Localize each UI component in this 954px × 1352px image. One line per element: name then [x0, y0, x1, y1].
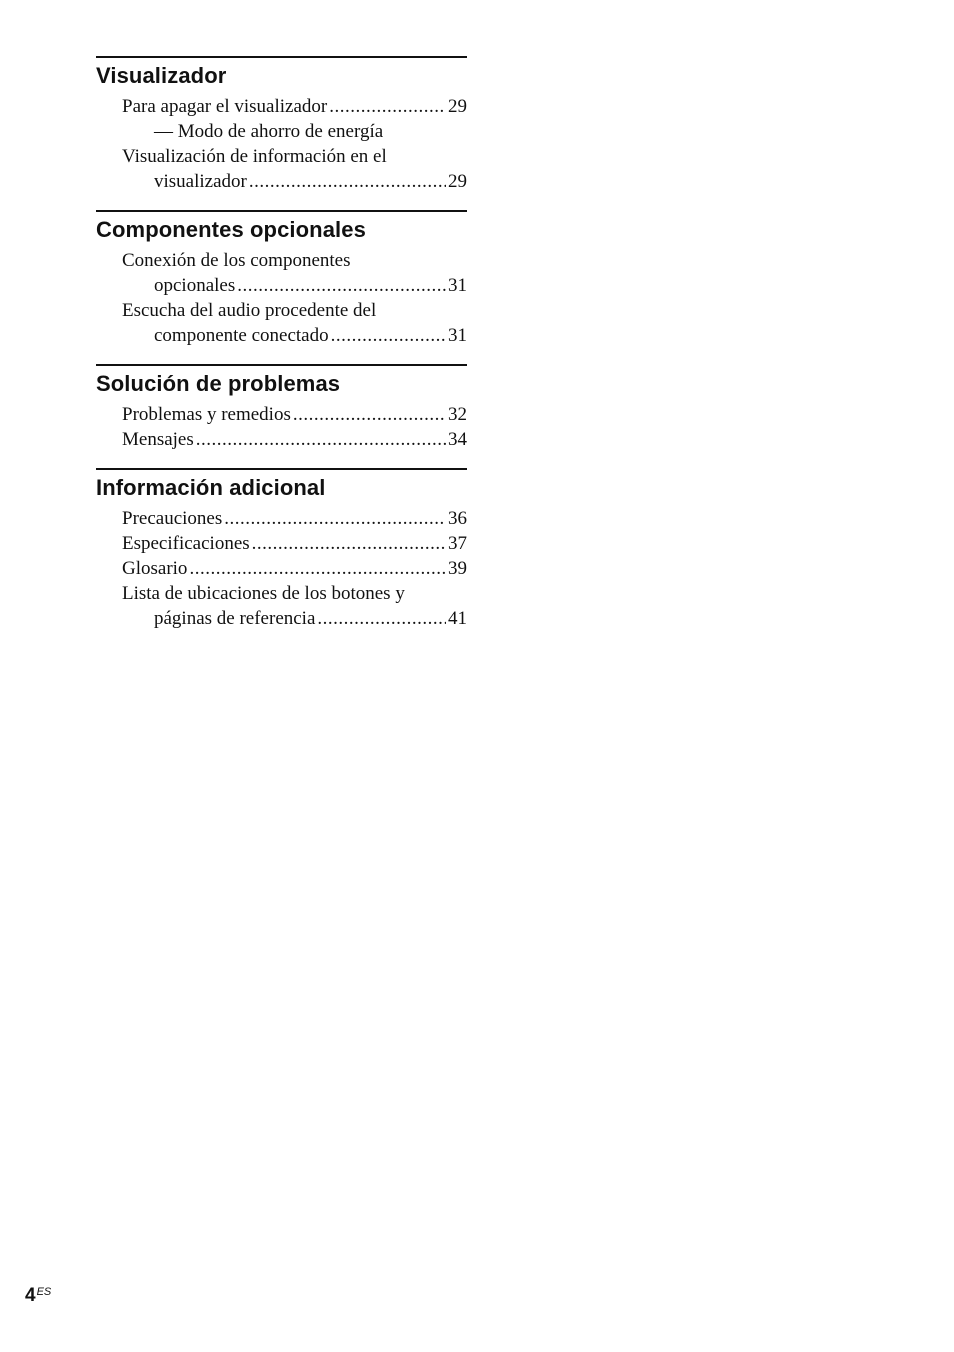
toc-entry-line — [122, 581, 467, 606]
toc-entry[interactable] — [96, 556, 467, 581]
toc-entry[interactable] — [96, 298, 467, 348]
toc-entry-line — [122, 427, 467, 452]
toc-entry-line — [122, 273, 467, 298]
toc-entry-line — [122, 144, 467, 169]
dot-leader — [189, 556, 446, 581]
dot-leader — [196, 427, 446, 452]
toc-page-number: 41 — [448, 608, 467, 629]
toc-page-number: 36 — [448, 508, 467, 529]
toc-entry-line — [122, 94, 467, 119]
toc-entry-line — [122, 606, 467, 631]
table-of-contents — [96, 56, 467, 647]
section-heading: Información adicional — [96, 475, 326, 500]
toc-entry[interactable] — [96, 248, 467, 298]
toc-entry[interactable] — [96, 402, 467, 427]
dot-leader — [237, 273, 446, 298]
toc-entry-text: Precauciones — [122, 508, 223, 529]
toc-entry[interactable] — [96, 144, 467, 194]
toc-entry-line — [122, 402, 467, 427]
toc-entry-text: — Modo de ahorro de energía — [154, 121, 384, 142]
page-number-suffix: ES — [36, 1286, 52, 1298]
toc-section — [96, 56, 467, 194]
dot-leader — [317, 606, 446, 631]
toc-section — [96, 210, 467, 348]
toc-entry-text: Visualización de información en el — [122, 146, 387, 167]
toc-entry-text: visualizador — [154, 171, 247, 192]
toc-page-number: 29 — [448, 96, 467, 117]
toc-entry-line — [122, 248, 467, 273]
toc-entry-text: Lista de ubicaciones de los botones y — [122, 583, 405, 604]
toc-entry[interactable] — [96, 94, 467, 144]
dot-leader — [331, 323, 446, 348]
toc-entry[interactable] — [96, 506, 467, 531]
toc-entry-text: Conexión de los componentes — [122, 250, 351, 271]
toc-entry-list — [96, 248, 467, 348]
toc-entry-text: Escucha del audio procedente del — [122, 300, 377, 321]
toc-page-number: 31 — [448, 275, 467, 296]
dot-leader — [252, 531, 446, 556]
toc-entry-list — [96, 94, 467, 194]
toc-entry-line — [122, 169, 467, 194]
toc-entry-list — [96, 506, 467, 631]
toc-entry-text: páginas de referencia — [154, 608, 316, 629]
toc-page-number: 39 — [448, 558, 467, 579]
toc-page-number: 37 — [448, 533, 467, 554]
toc-entry-text: Especificaciones — [122, 533, 250, 554]
toc-entry-line — [122, 323, 467, 348]
toc-entry-line — [122, 531, 467, 556]
toc-entry-text: Problemas y remedios — [122, 404, 291, 425]
section-heading: Componentes opcionales — [96, 217, 366, 242]
dot-leader — [249, 169, 446, 194]
toc-section — [96, 364, 467, 452]
toc-entry-line — [122, 119, 467, 144]
toc-entry[interactable] — [96, 581, 467, 631]
toc-entry-text: componente conectado — [154, 325, 329, 346]
toc-entry-text: Glosario — [122, 558, 188, 579]
toc-page-number: 34 — [448, 429, 467, 450]
toc-page-number: 31 — [448, 325, 467, 346]
dot-leader — [293, 402, 446, 427]
toc-entry-text: Mensajes — [122, 429, 194, 450]
toc-entry-line — [122, 506, 467, 531]
toc-entry-line — [122, 298, 467, 323]
section-heading: Solución de problemas — [96, 371, 341, 396]
page-number — [25, 1280, 51, 1308]
toc-entry-text: opcionales — [154, 275, 236, 296]
toc-entry[interactable] — [96, 531, 467, 556]
toc-entry[interactable] — [96, 427, 467, 452]
toc-section — [96, 468, 467, 631]
page-number-value: 4 — [25, 1285, 36, 1306]
dot-leader — [329, 94, 446, 119]
dot-leader — [224, 506, 446, 531]
toc-entry-list — [96, 402, 467, 452]
toc-entry-line — [122, 556, 467, 581]
section-heading: Visualizador — [96, 63, 227, 88]
toc-entry-text: Para apagar el visualizador — [122, 96, 328, 117]
toc-page-number: 29 — [448, 171, 467, 192]
toc-page-number: 32 — [448, 404, 467, 425]
